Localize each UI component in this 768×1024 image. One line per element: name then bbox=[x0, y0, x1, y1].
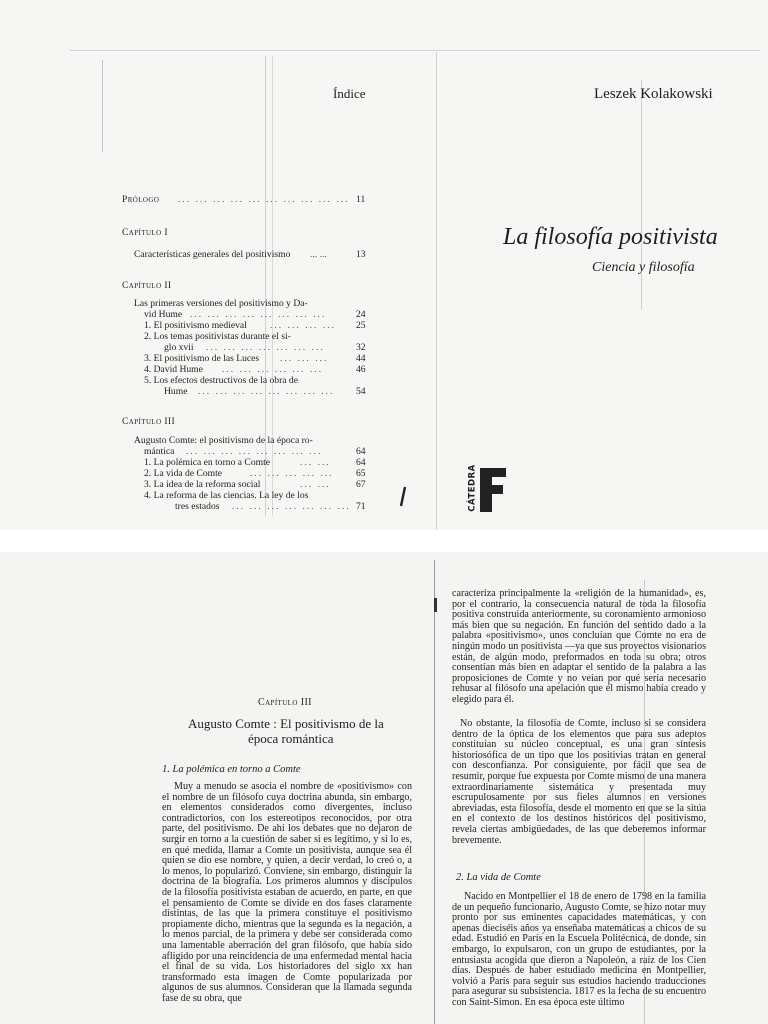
toc-dots: ... ... ... ... ... ... ... ... bbox=[186, 446, 323, 457]
toc-entry-reforma-ciencias: 4. La reforma de las ciencias. La ley de los bbox=[144, 490, 309, 501]
toc-dots: ... ... ... ... ... ... ... bbox=[232, 501, 351, 512]
toc-page-reforma-social: 67 bbox=[356, 479, 366, 490]
toc-entry-reforma-social: 3. La idea de la reforma social bbox=[144, 479, 261, 490]
toc-page-romantica: 64 bbox=[356, 446, 366, 457]
spread-gap bbox=[0, 530, 768, 552]
toc-dots: ... ... ... ... ... ... ... ... bbox=[198, 386, 335, 397]
toc-entry-augusto-comte: Augusto Comte: el positivismo de la época ro- bbox=[134, 435, 313, 446]
toc-dots: ... ... bbox=[300, 479, 331, 490]
toc-page-medieval: 25 bbox=[356, 320, 366, 331]
index-heading: Índice bbox=[333, 86, 366, 101]
toc-chapter-1: Capítulo I bbox=[122, 227, 168, 238]
margin-line-left bbox=[102, 60, 103, 152]
book-title: La filosofía positivista bbox=[503, 224, 718, 250]
toc-entry-polemica: 1. La polémica en torno a Comte bbox=[144, 457, 271, 468]
section-heading-polemica: 1. La polémica en torno a Comte bbox=[162, 764, 301, 775]
paragraph-vida-comte: Nacido en Montpellier el 18 de enero de 1798 en la familia de un pequeño funcionario, Augusto Comte, se hizo notar muy pronto por sus eminentes capacidades matemáticas, y con apenas dieciséis años ya enseñaba matemáticas a chicos de su edad. Estudió en París en la Escuela Politécnica, de donde, sin embargo, lo expulsaron, con un grupo de estudiantes, por la entusiasta acogida que dieron a Napoleón, a raíz de los Cien días. Después de haber estudiado medicina en Montpellier, volvió a París para seguir sus estudios haciendo traducciones para asegurar su subsistencia. 1817 es la fecha de su encuentro con Saint-Simon. En esa época este último bbox=[452, 892, 706, 1008]
toc-dots: ... ... ... bbox=[280, 353, 329, 364]
spine-fold-line bbox=[436, 52, 437, 530]
toc-dots: ... ... ... ... bbox=[270, 320, 336, 331]
paragraph-no-obstante: No obstante, la filosofía de Comte, incluso si se considera dentro de la óptica de los elementos que para sus adeptos constituían su núcleo conceptual, es una gran síntesis historiosófica de un tipo que los positivias tratan en general con desconfianza. Por consiguiente, por fácil que sea de resumir, porque fue expuesta por Comte mismo de una manera extraordinariamente sistemática y presentada muy escrupulosamente por sus fieles alumnos en versiones abreviadas, esta filosofía, desde el momento en que se la sitúa en el contexto de los destinos históricos del positivismo, revela ciertas ambigüedades, de las que deberemos informar brevemente. bbox=[452, 719, 706, 846]
toc-entry-david-hume-cont: vid Hume bbox=[144, 309, 183, 320]
chapter-title-line-1: Augusto Comte : El positivismo de la bbox=[188, 716, 384, 731]
top-edge-line bbox=[70, 50, 760, 51]
toc-dots: ... ... ... ... ... ... ... bbox=[206, 342, 325, 353]
toc-chapter-3: Capítulo III bbox=[122, 416, 176, 427]
toc-entry-vida: 2. La vida de Comte bbox=[144, 468, 223, 479]
toc-entry-primeras-versiones: Las primeras versiones del positivismo y Da- bbox=[134, 298, 308, 309]
toc-entry-david-hume: 4. David Hume bbox=[144, 364, 203, 375]
toc-entry-prologo: Prólogo bbox=[122, 194, 160, 205]
toc-page-luces: 44 bbox=[356, 353, 366, 364]
section-heading-vida: 2. La vida de Comte bbox=[456, 872, 541, 883]
chapter-label: Capítulo III bbox=[258, 697, 312, 708]
paragraph-polemica: Muy a menudo se asocia el nombre de «positivismo» con el nombre de un filósofo cuya doctrina abunda, sin embargo, en elementos considerados como divergentes, incluso contradictorios, con los estereotipos reconocidos, por otra parte, del positivismo. De ahí los debates que no dejaron de surgir en torno a la cuestión de saber si es legítimo, y si lo es, en qué medida, llamar a Comte un positivista, aunque sea él quien se dio ese nombre, y quien, a decir verdad, lo creó o, a lo menos, lo popularizó. Conviene, sin embargo, distinguir la doctrina de la biografía. Los primeros alumnos y discípulos de la filosofía positivista estaban de acuerdo, en parte, en que el pensamiento de Comte se divide en dos fases claramente distintas, de las que la primera constituye el positivismo propiamente dicho, mientras que la segunda es la negación, a lo menos parcial, de la primera y debe ser considerada como una lamentable aberración del gran filósofo, que había sido afligido por una reincidencia de una enfermedad mental hacia el final de su vida. Los historiadores del siglo xx han transformado esta imagen de Comte popularizada por algunos de sus alumnos. Consideran que la llamada segunda fase de su obra, que bbox=[162, 782, 412, 1004]
toc-entry-caracteristicas: Características generales del positivismo bbox=[134, 249, 291, 260]
toc-page-caracteristicas: 13 bbox=[356, 249, 366, 260]
toc-dots: ... ... ... ... ... bbox=[250, 468, 334, 479]
toc-dots: ... ... ... ... ... ... ... ... ... ... bbox=[178, 194, 350, 205]
toc-page-siglo: 32 bbox=[356, 342, 366, 353]
publisher-name: CÁTEDRA bbox=[467, 464, 478, 512]
toc-page-polemica: 64 bbox=[356, 457, 366, 468]
toc-entry-luces: 3. El positivismo de las Luces bbox=[144, 353, 260, 364]
toc-dots: ... ... bbox=[310, 249, 327, 260]
toc-chapter-2: Capítulo II bbox=[122, 280, 172, 291]
toc-page-david-hume: 46 bbox=[356, 364, 366, 375]
toc-page-prologo: 11 bbox=[356, 194, 366, 205]
pen-mark bbox=[398, 486, 408, 508]
toc-dots: ... ... bbox=[300, 457, 331, 468]
toc-entry-romantica: mántica bbox=[144, 446, 175, 457]
spine-mark bbox=[434, 598, 437, 612]
chapter-title-line-2: época romántica bbox=[248, 731, 334, 746]
toc-entry-efectos: 5. Los efectos destructivos de la obra de bbox=[144, 375, 298, 386]
toc-dots: ... ... ... ... ... ... ... ... bbox=[190, 309, 327, 320]
toc-entry-positivismo-medieval: 1. El positivismo medieval bbox=[144, 320, 247, 331]
toc-page-hume-versions: 24 bbox=[356, 309, 366, 320]
paragraph-religion-humanidad: caracteriza principalmente la «religión de la humanidad», es, por el contrario, la consecuencia natural de toda la filosofía positiva construida anteriormente, su coronamiento armonioso más bien que su negación. En función del sentido dado a la palabra «positivismo», unos concluían que Comte no era de ningún modo un positivista —ya que sus proyectos visionarios están, de algún modo, preformados en toda su obra; otros consentían más bien en adaptar el sentido de la palabra a las proposiciones de Comte y no veían por qué sería necesario rehusar al filósofo una apelación que él mismo había creado y elegido para él. bbox=[452, 589, 706, 705]
publisher-logo bbox=[466, 464, 526, 516]
toc-entry-temas: 2. Los temas positivistas durante el si- bbox=[144, 331, 291, 342]
toc-page-efectos: 54 bbox=[356, 386, 366, 397]
toc-entry-siglo: glo xvii bbox=[164, 342, 194, 353]
author-name: Leszek Kolakowski bbox=[594, 86, 713, 102]
toc-page-tres-estados: 71 bbox=[356, 501, 366, 512]
toc-entry-hume-short: Hume bbox=[164, 386, 188, 397]
spine-fold-line bbox=[434, 560, 435, 1024]
book-subtitle: Ciencia y filosofía bbox=[592, 260, 695, 275]
toc-dots: ... ... ... ... ... ... bbox=[222, 364, 324, 375]
toc-page-vida: 65 bbox=[356, 468, 366, 479]
toc-entry-tres-estados: tres estados bbox=[175, 501, 220, 512]
